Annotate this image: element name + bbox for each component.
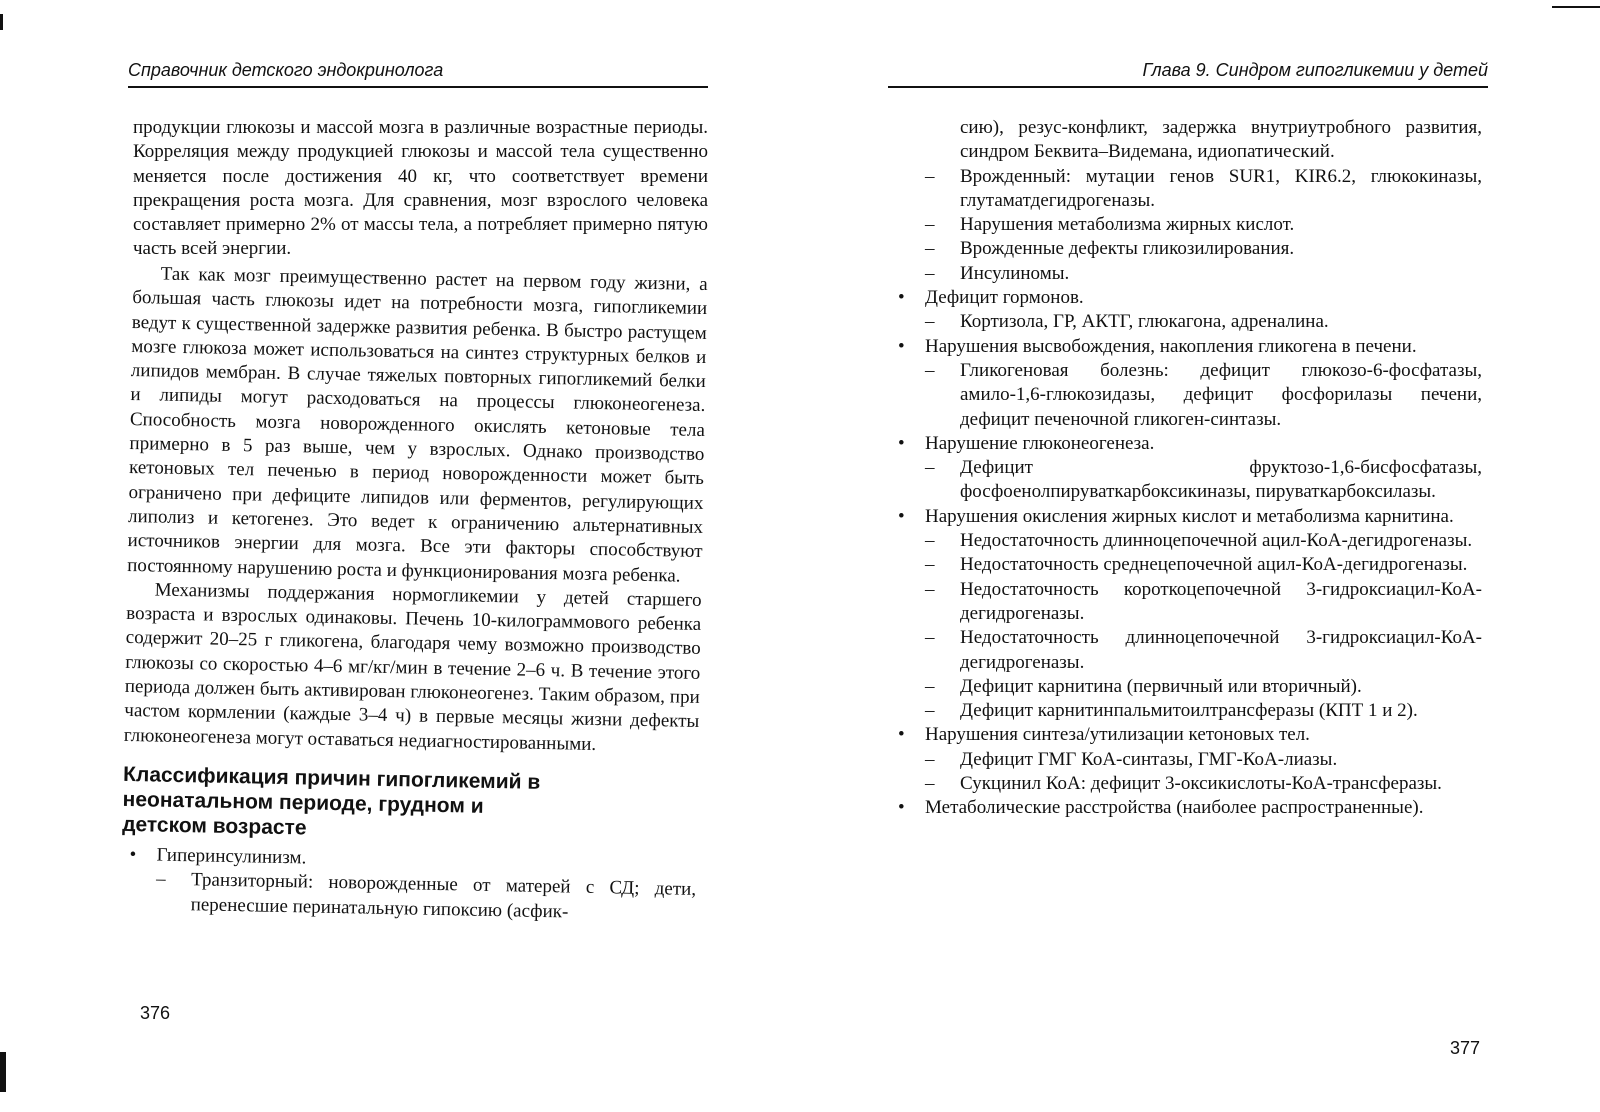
dash-icon: – — [925, 238, 935, 260]
list-item — [890, 675, 1482, 699]
list-item-text: Дефицит карнитинпальмитоилтрансферазы (КПТ 1 и 2). — [960, 700, 1418, 722]
list-item-text: Недостаточность длинноцепочечной ацил-КоА-дегидрогеназы. — [960, 530, 1473, 552]
list-item — [890, 165, 1482, 214]
list-item — [890, 359, 1482, 432]
list-item — [890, 699, 1482, 723]
list-item-text: Сукцинил КоА: дефицит 3-оксикислоты-КоА-трансферазы. — [960, 773, 1442, 795]
list-item-text: Гликогеновая болезнь: дефицит глюкозо-6-фосфатазы, амило-1,6-глюкозидазы, дефицит фосфорилазы печени, дефицит печеночной гликоген-синтазы. — [960, 359, 1482, 430]
list-item-text: Инсулиномы. — [960, 262, 1070, 284]
page-number-right: 377 — [1450, 1038, 1481, 1058]
paragraph: Так как мозг преимущественно растет на первом году жизни, а большая часть глюкозы идет на потребности мозга, гипогликемии ведут к существенной задержке развития ребенка. В быстро растущем мозге глюкоза может использоваться на синтез структурных белков и липидов мембран. В случае тяжелых повторных гипогликемий белки и липиды могут расходоваться на процессы глюконеогенеза. Способность мозга новорожденного окислять кетоновые тела примерно в 5 раз выше, чем у взрослых. Однако производство кетоновых тел печенью в период новорожденности может быть ограничено при дефиците липидов или ферментов, регулирующих липолиз и кетогенез. Это ведет к ограничению альтернативных источников энергии для мозга. Все эти факторы способствуют постоянному нарушению роста и функционирования мозга ребенка. — [126, 263, 708, 586]
dash-icon: – — [925, 554, 935, 576]
paragraph: продукции глюкозы и массой мозга в различные возрастные периоды. Корреляция между продукцией глюкозы и массой тела существенно меняется после достижения 40 кг, что соответствует времени прекращения роста мозга. Для сравнения, мозг взрослого человека составляет примерно 2% от массы тела, а потребляет примерно пятую часть всей энергии. — [133, 117, 708, 260]
page-number-left: 376 — [140, 1003, 171, 1023]
dash-icon: – — [925, 214, 935, 236]
section-heading: Классификация причин гипогликемий в неонатальном периоде, грудном и детском возрасте — [121, 762, 541, 840]
list-item — [890, 529, 1482, 553]
dash-icon: – — [925, 748, 935, 770]
bullet-icon: • — [898, 432, 905, 454]
list-item — [890, 213, 1482, 237]
list-item-text: Нарушения метаболизма жирных кислот. — [960, 214, 1295, 236]
bullet-icon: • — [898, 335, 905, 357]
classification-list-left — [120, 843, 696, 927]
list-item — [890, 772, 1482, 796]
right-body — [890, 116, 1482, 821]
list-item — [890, 310, 1482, 334]
bullet-icon: • — [898, 287, 905, 309]
list-item — [890, 262, 1482, 286]
list-item — [890, 237, 1482, 261]
list-item — [890, 286, 1482, 310]
dash-icon: – — [925, 262, 935, 284]
scan-artifact — [0, 1052, 6, 1092]
list-item — [890, 432, 1482, 456]
list-item-text: Недостаточность длинноцепочечной 3-гидроксиацил-КоА-дегидрогеназы. — [960, 627, 1482, 673]
list-item-text: Врожденные дефекты гликозилирования. — [960, 238, 1295, 260]
bullet-icon: • — [898, 724, 905, 746]
left-body — [121, 116, 708, 922]
list-item — [890, 626, 1482, 675]
list-item — [890, 723, 1482, 747]
list-item-text: Недостаточность среднецепочечной ацил-КоА-дегидрогеназы. — [960, 554, 1468, 576]
list-item-text: Дефицит фруктозо-1,6-бисфосфатазы, фосфоенолпируваткарбоксикиназы, пируваткарбоксилазы. — [960, 457, 1482, 503]
list-item-text: Нарушения высвобождения, накопления гликогена в печени. — [925, 335, 1417, 357]
list-item — [890, 456, 1482, 505]
list-item-text: Транзиторный: новорожденные от матерей с СД; дети, перенесшие перинатальную гипоксию (асфик- — [190, 869, 697, 922]
dash-icon: – — [925, 457, 935, 479]
list-item — [120, 867, 696, 927]
bullet-icon: • — [898, 797, 905, 819]
paragraph: Механизмы поддержания нормогликемии у детей старшего возраста и взрослых одинаковы. Печень 10-килограммового ребенка содержит 20–25 г гликогена, благодаря чему возможно производство глюкозы со скоростью 4–6 мг/кг/мин в течение 2–6 ч. В течение этого периода должен быть активирован глюконеогенез. Таким образом, при частом кормлении (каждые 3–4 ч) в первые месяцы жизни дефекты глюконеогенеза могут оставаться недиагностированными. — [123, 579, 702, 755]
dash-icon: – — [155, 868, 166, 890]
dash-icon: – — [925, 675, 935, 697]
dash-icon: – — [925, 311, 935, 333]
list-item-text: Метаболические расстройства (наиболее распространенные). — [925, 797, 1424, 819]
list-item — [890, 796, 1482, 820]
list-item — [890, 748, 1482, 772]
dash-icon: – — [925, 165, 935, 187]
dash-icon: – — [925, 627, 935, 649]
dash-icon: – — [925, 359, 935, 381]
running-head-right: Глава 9. Синдром гипогликемии у детей — [888, 58, 1488, 88]
right-page — [800, 0, 1600, 1112]
list-item-text: Недостаточность короткоцепочечной 3-гидроксиацил-КоА-дегидрогеназы. — [960, 578, 1482, 624]
dash-icon: – — [925, 578, 935, 600]
dash-icon: – — [925, 530, 935, 552]
continuation-text: сию), резус-конфликт, задержка внутриутробного развития, синдром Беквита–Видемана, идиопатический. — [960, 117, 1482, 163]
list-item-text: Кортизола, ГР, АКТГ, глюкагона, адреналина. — [960, 311, 1329, 333]
classification-list-right — [890, 165, 1482, 821]
list-item — [890, 335, 1482, 359]
bullet-icon: • — [898, 505, 905, 527]
list-item-text: Врожденный: мутации генов SUR1, KIR6.2, глюкокиназы, глутаматдегидрогеназы. — [960, 165, 1482, 211]
scan-artifact — [0, 14, 3, 30]
skewed-scan-region — [120, 262, 707, 927]
list-item-text: Нарушение глюконеогенеза. — [925, 432, 1155, 454]
bullet-icon: • — [129, 843, 137, 865]
list-item-text: Дефицит карнитина (первичный или вторичный). — [960, 675, 1362, 697]
list-item-text: Гиперинсулинизм. — [156, 844, 307, 869]
list-item-text: Дефицит гормонов. — [925, 287, 1084, 309]
dash-icon: – — [925, 773, 935, 795]
running-head-left: Справочник детского эндокринолога — [128, 58, 708, 88]
scan-artifact — [1552, 6, 1600, 8]
dash-icon: – — [925, 700, 935, 722]
list-item — [890, 505, 1482, 529]
list-item — [890, 553, 1482, 577]
list-item-text: Нарушения окисления жирных кислот и метаболизма карнитина. — [925, 505, 1454, 527]
list-item — [890, 578, 1482, 627]
list-item-text: Дефицит ГМГ КоА-синтазы, ГМГ-КоА-лиазы. — [960, 748, 1338, 770]
list-item-text: Нарушения синтеза/утилизации кетоновых тел. — [925, 724, 1310, 746]
